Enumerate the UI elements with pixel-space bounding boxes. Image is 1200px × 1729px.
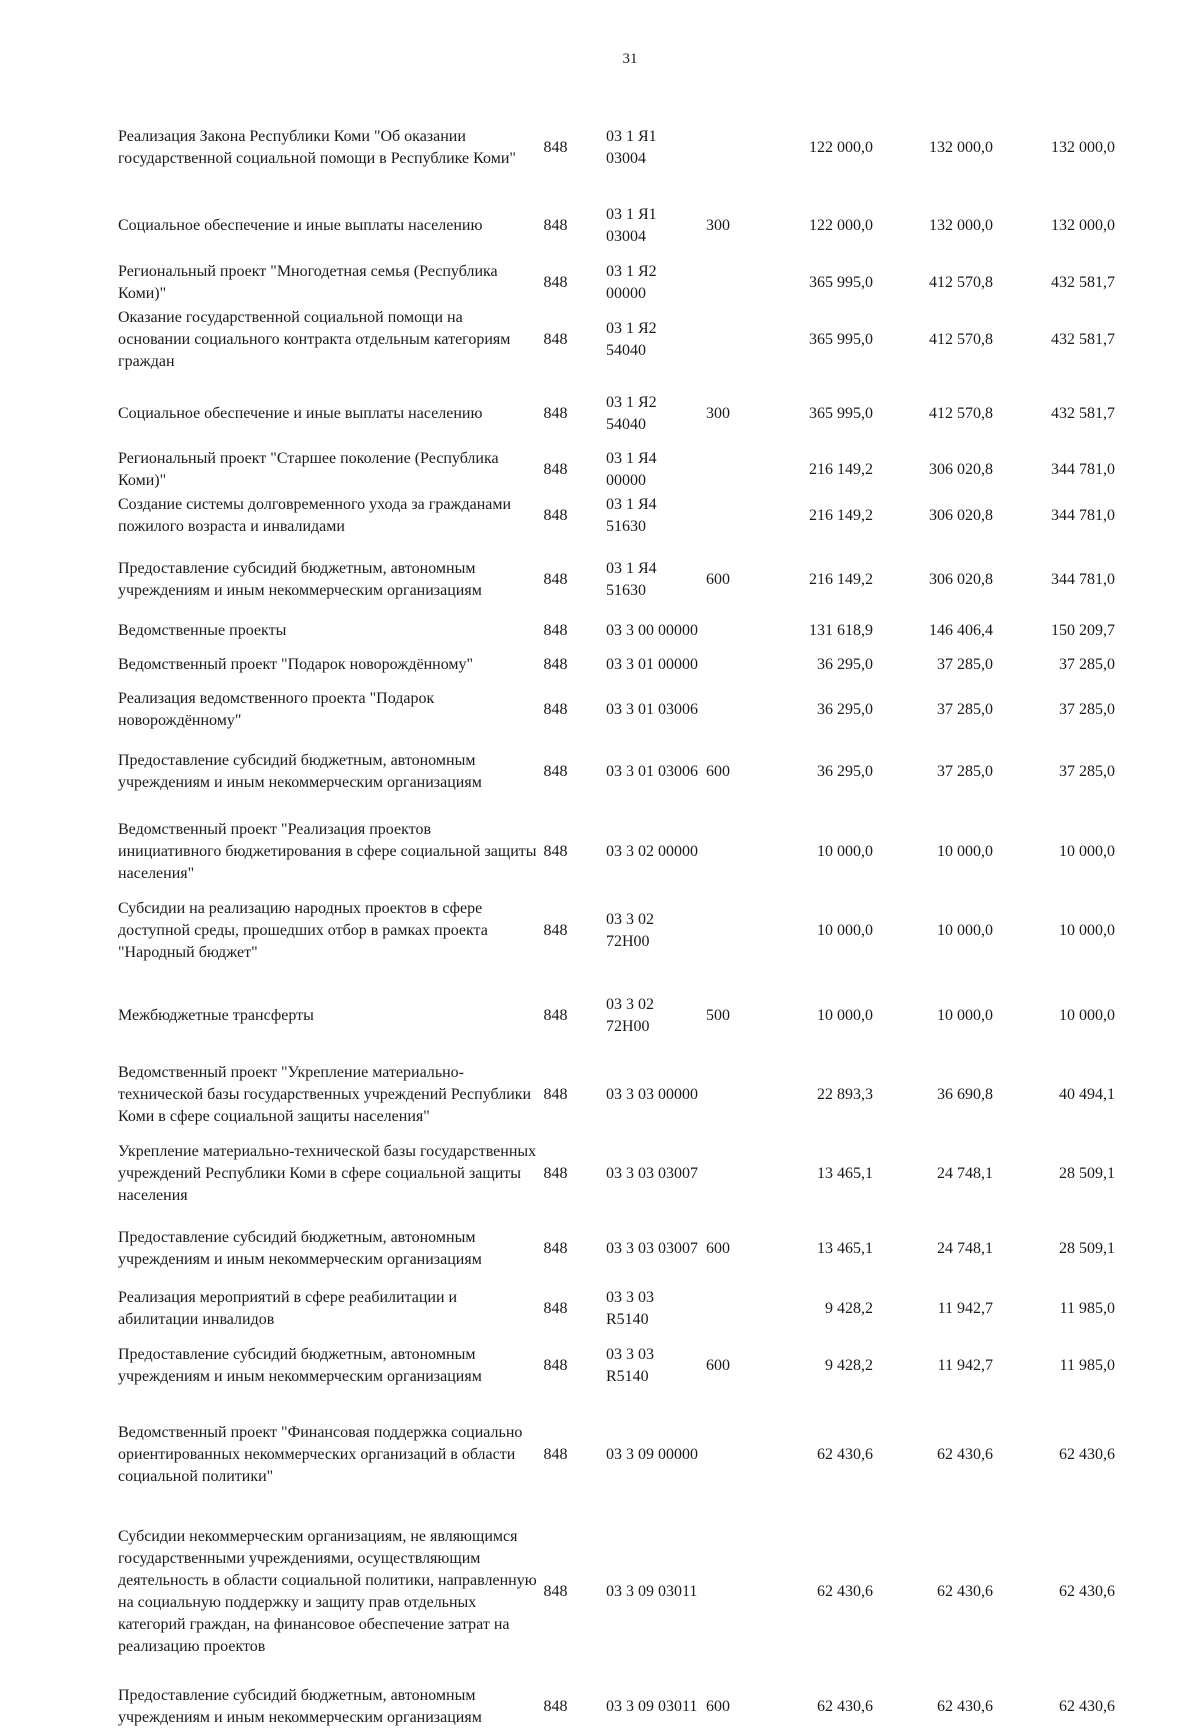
row-name: Реализация ведомственного проекта "Подарок новорождённому" (118, 690, 435, 729)
row-admin-code: 848 (543, 1007, 568, 1024)
row-admin-code: 848 (543, 843, 568, 860)
row-target-code: 03 1 Я1 03004 (606, 206, 657, 245)
row-amount-3: 28 509,1 (1059, 1240, 1115, 1257)
table-row (118, 1422, 1118, 1488)
row-admin-code: 848 (543, 274, 568, 291)
row-amount-3: 432 581,7 (1051, 274, 1115, 291)
row-amount-3: 344 781,0 (1051, 507, 1115, 524)
row-admin-code: 848 (543, 622, 568, 639)
row-name: Реализация Закона Республики Коми "Об оказании государственной социальной помощи в Республике Коми" (118, 128, 516, 167)
row-amount-1: 365 995,0 (809, 331, 873, 348)
row-amount-2: 412 570,8 (929, 405, 993, 422)
row-amount-2: 132 000,0 (929, 139, 993, 156)
row-amount-1: 216 149,2 (809, 571, 873, 588)
row-amount-3: 432 581,7 (1051, 405, 1115, 422)
row-name: Укрепление материально-технической базы государственных учреждений Республики Коми в сфере социальной защиты населения (118, 1143, 537, 1204)
row-target-code: 03 1 Я2 54040 (606, 320, 657, 359)
row-admin-code: 848 (543, 1240, 568, 1257)
row-target-code: 03 3 00 00000 (606, 622, 698, 639)
table-row (118, 448, 1118, 492)
row-amount-1: 10 000,0 (817, 843, 873, 860)
row-amount-2: 11 942,7 (937, 1300, 993, 1317)
row-name: Предоставление субсидий бюджетным, автономным учреждениям и иным некоммерческим организациям (118, 752, 482, 791)
row-amount-1: 13 465,1 (817, 1240, 873, 1257)
table-row (118, 1227, 1118, 1271)
row-amount-2: 146 406,4 (929, 622, 993, 639)
row-amount-2: 62 430,6 (937, 1698, 993, 1715)
row-amount-1: 365 995,0 (809, 274, 873, 291)
row-target-code: 03 3 03 00000 (606, 1086, 698, 1103)
table-row (118, 1344, 1118, 1388)
table-row (118, 1141, 1118, 1207)
row-amount-1: 22 893,3 (817, 1086, 873, 1103)
row-target-code: 03 3 02 72Н00 (606, 996, 654, 1035)
row-target-code: 03 3 09 03011 (606, 1698, 698, 1715)
table-row (118, 898, 1118, 964)
row-amount-2: 10 000,0 (937, 922, 993, 939)
budget-table (118, 115, 1118, 1729)
row-amount-2: 37 285,0 (937, 701, 993, 718)
row-expense-type: 300 (706, 217, 730, 234)
row-admin-code: 848 (543, 1086, 568, 1103)
row-amount-1: 36 295,0 (817, 763, 873, 780)
row-target-code: 03 3 01 00000 (606, 656, 698, 673)
row-admin-code: 848 (543, 763, 568, 780)
row-target-code: 03 3 09 03011 (606, 1583, 698, 1600)
row-amount-2: 37 285,0 (937, 656, 993, 673)
table-row (118, 307, 1118, 373)
row-target-code: 03 3 09 00000 (606, 1446, 698, 1463)
row-admin-code: 848 (543, 701, 568, 718)
row-amount-1: 9 428,2 (825, 1357, 873, 1374)
row-amount-1: 36 295,0 (817, 656, 873, 673)
row-target-code: 03 1 Я4 51630 (606, 496, 657, 535)
row-amount-3: 62 430,6 (1059, 1698, 1115, 1715)
row-amount-2: 11 942,7 (937, 1357, 993, 1374)
row-admin-code: 848 (543, 217, 568, 234)
row-target-code: 03 3 02 72Н00 (606, 911, 654, 950)
row-target-code: 03 1 Я1 03004 (606, 128, 657, 167)
row-amount-2: 10 000,0 (937, 1007, 993, 1024)
table-row (118, 1685, 1118, 1729)
table-row (118, 392, 1118, 436)
row-amount-1: 122 000,0 (809, 139, 873, 156)
table-row (118, 494, 1118, 538)
table-row (118, 808, 1118, 896)
row-target-code: 03 1 Я2 54040 (606, 394, 657, 433)
row-amount-3: 10 000,0 (1059, 843, 1115, 860)
row-amount-2: 10 000,0 (937, 843, 993, 860)
row-amount-3: 344 781,0 (1051, 461, 1115, 478)
row-amount-1: 62 430,6 (817, 1583, 873, 1600)
row-admin-code: 848 (543, 571, 568, 588)
row-expense-type: 600 (706, 763, 730, 780)
row-amount-2: 412 570,8 (929, 274, 993, 291)
row-admin-code: 848 (543, 1165, 568, 1182)
row-target-code: 03 3 03 03007 (606, 1165, 698, 1182)
row-admin-code: 848 (543, 1446, 568, 1463)
row-target-code: 03 3 03 03007 (606, 1240, 698, 1257)
row-admin-code: 848 (543, 331, 568, 348)
table-row (118, 1051, 1118, 1139)
row-amount-1: 36 295,0 (817, 701, 873, 718)
row-amount-3: 62 430,6 (1059, 1583, 1115, 1600)
row-admin-code: 848 (543, 405, 568, 422)
row-amount-3: 37 285,0 (1059, 763, 1115, 780)
row-name: Ведомственный проект "Реализация проектов инициативного бюджетирования в сфере социальной защиты населения" (118, 821, 537, 882)
row-expense-type: 600 (706, 1698, 730, 1715)
row-target-code: 03 3 02 00000 (606, 843, 698, 860)
row-amount-3: 10 000,0 (1059, 922, 1115, 939)
row-target-code: 03 1 Я4 00000 (606, 450, 657, 489)
row-name: Ведомственный проект "Финансовая поддержка социально ориентированных некоммерческих организаций в области социальной политики" (118, 1424, 523, 1485)
row-amount-2: 306 020,8 (929, 461, 993, 478)
row-amount-3: 62 430,6 (1059, 1446, 1115, 1463)
row-expense-type: 600 (706, 1240, 730, 1257)
row-amount-1: 62 430,6 (817, 1446, 873, 1463)
row-name: Социальное обеспечение и иные выплаты населению (118, 217, 483, 234)
row-name: Предоставление субсидий бюджетным, автономным учреждениям и иным некоммерческим организациям (118, 1687, 482, 1726)
row-amount-3: 37 285,0 (1059, 701, 1115, 718)
row-amount-1: 131 618,9 (809, 622, 873, 639)
row-expense-type: 600 (706, 1357, 730, 1374)
row-amount-3: 344 781,0 (1051, 571, 1115, 588)
row-name: Региональный проект "Многодетная семья (Республика Коми)" (118, 263, 498, 302)
row-amount-1: 216 149,2 (809, 507, 873, 524)
row-amount-1: 10 000,0 (817, 922, 873, 939)
row-amount-3: 132 000,0 (1051, 217, 1115, 234)
row-amount-3: 37 285,0 (1059, 656, 1115, 673)
row-name: Субсидии некоммерческим организациям, не являющимся государственными учреждениями, осуществляющим деятельность в области социальной политики, направленную на социальную поддержку и защиту прав отдельных категорий граждан, на финансовое обеспечение затрат на реализацию проектов (118, 1528, 537, 1655)
row-amount-2: 306 020,8 (929, 507, 993, 524)
row-name: Реализация мероприятий в сфере реабилитации и абилитации инвалидов (118, 1289, 458, 1328)
row-amount-3: 28 509,1 (1059, 1165, 1115, 1182)
row-name: Ведомственный проект "Укрепление материально-технической базы государственных учреждений Республики Коми в сфере социальной защиты населения" (118, 1064, 532, 1125)
row-amount-3: 432 581,7 (1051, 331, 1115, 348)
row-target-code: 03 3 01 03006 (606, 701, 698, 718)
row-name: Региональный проект "Старшее поколение (Республика Коми)" (118, 450, 499, 489)
row-amount-1: 216 149,2 (809, 461, 873, 478)
row-name: Предоставление субсидий бюджетным, автономным учреждениям и иным некоммерческим организациям (118, 1346, 482, 1385)
row-amount-3: 150 209,7 (1051, 622, 1115, 639)
table-row (118, 620, 1118, 642)
table-row (118, 115, 1118, 181)
row-admin-code: 848 (543, 656, 568, 673)
row-admin-code: 848 (543, 461, 568, 478)
row-amount-3: 132 000,0 (1051, 139, 1115, 156)
row-expense-type: 500 (706, 1007, 730, 1024)
row-amount-1: 365 995,0 (809, 405, 873, 422)
row-amount-3: 40 494,1 (1059, 1086, 1115, 1103)
row-name: Создание системы долговременного ухода за гражданами пожилого возраста и инвалидами (118, 496, 512, 535)
table-row (118, 994, 1118, 1038)
table-row (118, 688, 1118, 732)
row-admin-code: 848 (543, 507, 568, 524)
row-amount-2: 62 430,6 (937, 1446, 993, 1463)
row-amount-2: 37 285,0 (937, 763, 993, 780)
row-name: Оказание государственной социальной помощи на основании социального контракта отдельным категориям граждан (118, 309, 511, 370)
row-name: Субсидии на реализацию народных проектов в сфере доступной среды, прошедших отбор в рамках проекта "Народный бюджет" (118, 900, 488, 961)
row-amount-3: 10 000,0 (1059, 1007, 1115, 1024)
table-row (118, 558, 1118, 602)
row-amount-2: 36 690,8 (937, 1086, 993, 1103)
row-admin-code: 848 (543, 1698, 568, 1715)
row-name: Предоставление субсидий бюджетным, автономным учреждениям и иным некоммерческим организациям (118, 560, 482, 599)
row-expense-type: 300 (706, 405, 730, 422)
row-name: Предоставление субсидий бюджетным, автономным учреждениям и иным некоммерческим организациям (118, 1229, 482, 1268)
row-amount-1: 9 428,2 (825, 1300, 873, 1317)
row-amount-1: 62 430,6 (817, 1698, 873, 1715)
row-target-code: 03 1 Я2 00000 (606, 263, 657, 302)
row-amount-2: 412 570,8 (929, 331, 993, 348)
row-admin-code: 848 (543, 139, 568, 156)
row-amount-2: 62 430,6 (937, 1583, 993, 1600)
row-name: Ведомственный проект "Подарок новорождённому" (118, 656, 474, 673)
page-number: 31 (622, 51, 638, 67)
row-admin-code: 848 (543, 922, 568, 939)
table-row (118, 204, 1118, 248)
row-amount-1: 122 000,0 (809, 217, 873, 234)
table-row (118, 750, 1118, 794)
row-expense-type: 600 (706, 571, 730, 588)
row-amount-2: 24 748,1 (937, 1240, 993, 1257)
row-name: Социальное обеспечение и иные выплаты населению (118, 405, 483, 422)
table-row (118, 1287, 1118, 1331)
row-target-code: 03 1 Я4 51630 (606, 560, 657, 599)
row-name: Ведомственные проекты (118, 622, 287, 639)
row-target-code: 03 3 01 03006 (606, 763, 698, 780)
row-name: Межбюджетные трансферты (118, 1007, 314, 1024)
row-amount-2: 24 748,1 (937, 1165, 993, 1182)
table-row (118, 261, 1118, 305)
row-amount-3: 11 985,0 (1059, 1357, 1115, 1374)
table-row (118, 1515, 1118, 1669)
row-admin-code: 848 (543, 1583, 568, 1600)
row-admin-code: 848 (543, 1357, 568, 1374)
row-target-code: 03 3 03 R5140 (606, 1289, 654, 1328)
row-amount-2: 306 020,8 (929, 571, 993, 588)
row-amount-3: 11 985,0 (1059, 1300, 1115, 1317)
row-amount-1: 13 465,1 (817, 1165, 873, 1182)
table-row (118, 654, 1118, 676)
row-admin-code: 848 (543, 1300, 568, 1317)
row-amount-2: 132 000,0 (929, 217, 993, 234)
row-amount-1: 10 000,0 (817, 1007, 873, 1024)
row-target-code: 03 3 03 R5140 (606, 1346, 654, 1385)
